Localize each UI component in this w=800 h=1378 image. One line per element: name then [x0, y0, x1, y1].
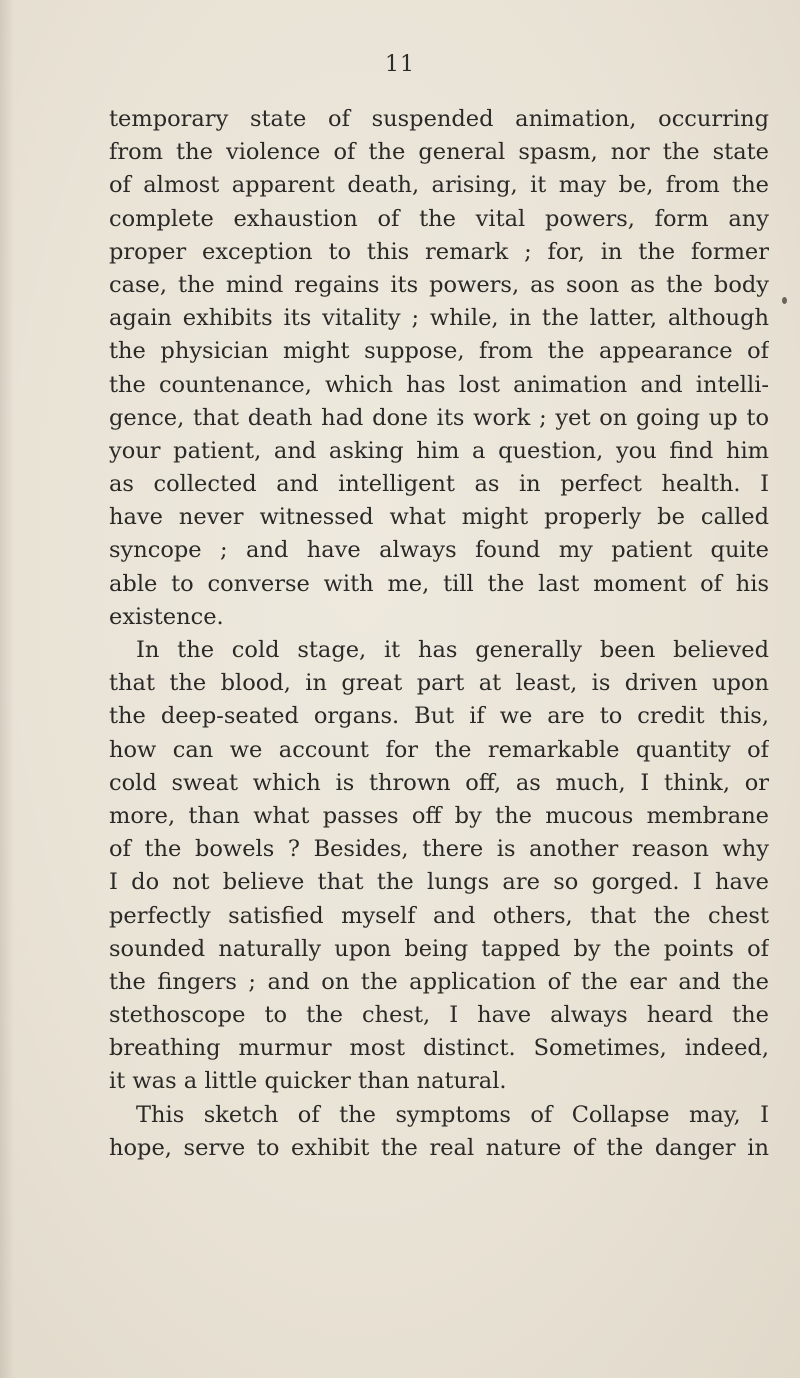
- text-line: cold sweat which is thrown off, as much, I think, or: [109, 769, 769, 796]
- text-line: syncope ; and have always found my patient quite: [109, 537, 769, 564]
- text-line: more, than what passes off by the mucous membrane: [109, 802, 769, 829]
- text-line: that the blood, in great part at least, is driven upon: [109, 670, 769, 697]
- text-line: the fingers ; and on the application of the ear and the: [109, 968, 769, 995]
- text-line: proper exception to this remark ; for, in the former: [109, 238, 769, 265]
- text-line: breathing murmur most distinct. Sometimes, indeed,: [109, 1035, 769, 1062]
- text-line: the countenance, which has lost animation and intelli-: [109, 371, 769, 398]
- text-line: from the violence of the general spasm, nor the state: [109, 139, 769, 166]
- text-line: gence, that death had done its work ; yet on going up to: [109, 404, 769, 431]
- body-text: [109, 103, 769, 1165]
- text-line: This sketch of the symptoms of Collapse may, I: [136, 1101, 769, 1128]
- text-line: of almost apparent death, arising, it may be, from the: [109, 172, 769, 199]
- text-line: the deep-seated organs. But if we are to credit this,: [109, 703, 769, 730]
- text-line: temporary state of suspended animation, occurring: [109, 106, 769, 132]
- text-line: your patient, and asking him a question, you find him: [109, 437, 769, 464]
- text-line: case, the mind regains its powers, as soon as the body: [109, 271, 769, 298]
- text-line: sounded naturally upon being tapped by the points of: [109, 935, 769, 962]
- text-line: how can we account for the remarkable quantity of: [109, 736, 769, 763]
- text-line: I do not believe that the lungs are so gorged. I have: [109, 869, 769, 896]
- page-number: 11: [385, 52, 415, 77]
- text-line: stethoscope to the chest, I have always heard the: [109, 1002, 769, 1029]
- text-line: able to converse with me, till the last moment of his: [109, 570, 769, 597]
- text-line: it was a little quicker than natural.: [109, 1068, 507, 1095]
- text-line: complete exhaustion of the vital powers, form any: [109, 205, 769, 232]
- text-line: the physician might suppose, from the appearance of: [109, 338, 769, 365]
- text-line: as collected and intelligent as in perfect health. I: [109, 471, 769, 498]
- text-line: have never witnessed what might properly be called: [109, 504, 769, 531]
- page-edge-shadow: [0, 0, 14, 1378]
- text-line: hope, serve to exhibit the real nature of the danger in: [109, 1134, 769, 1161]
- text-line: again exhibits its vitality ; while, in the latter, although: [109, 305, 769, 332]
- text-line: In the cold stage, it has generally been believed: [136, 637, 769, 663]
- text-line: perfectly satisfied myself and others, that the chest: [109, 902, 769, 929]
- ink-speck: [782, 297, 787, 304]
- text-line: of the bowels ? Besides, there is another reason why: [109, 836, 769, 863]
- text-line: existence.: [109, 603, 224, 630]
